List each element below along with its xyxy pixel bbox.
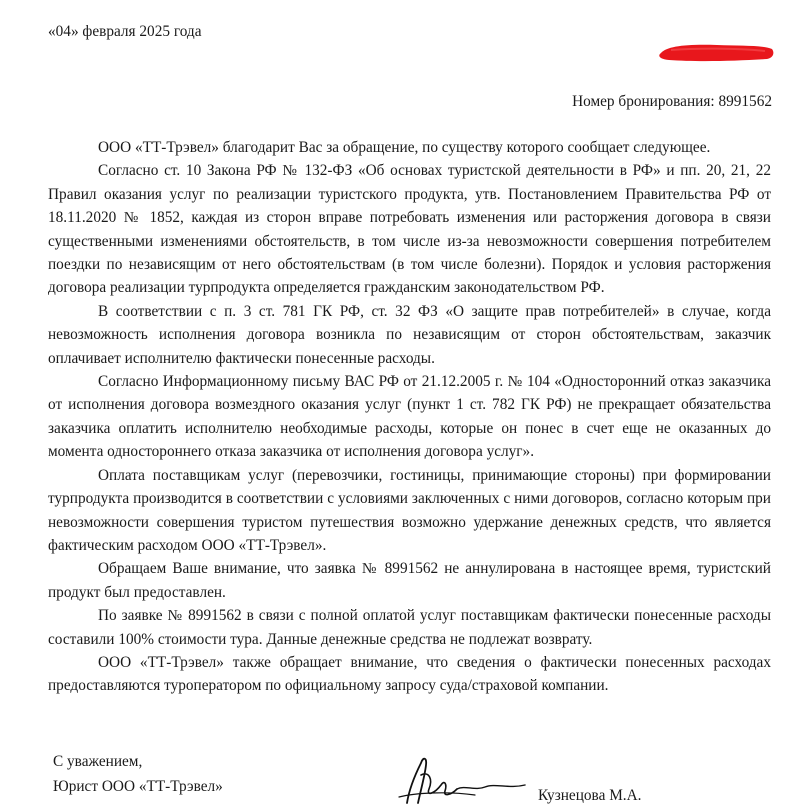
paragraph-2: Согласно ст. 10 Закона РФ № 132-ФЗ «Об основах туристской деятельности в РФ» и пп. 20, 21, 22 Правил оказания услуг по реализации туристского продукта, утв. Постановлением Правительства РФ от 18.11.2020 № 1852, каждая из сторон вправе потребовать изменения или расторжения договора в связи существенными изменениями обстоятельств, в том числе из-за невозможности совершения потребителем поездки по независящим от него обстоятельствам (в том числе болезни). Порядок и условия расторжения договора реализации турпродукта определяется гражданским законодательством РФ. [48,162,771,297]
redaction-mark [657,41,775,63]
signer-name: Кузнецова М.А. [538,787,642,804]
signoff-block [53,749,223,799]
paragraph-7: По заявке № 8991562 в связи с полной оплатой услуг поставщикам фактически понесенные расходы составили 100% стоимости тура. Данные денежные средства не подлежат возврату. [48,607,771,648]
booking-number: Номер бронирования: 8991562 [572,93,772,110]
paragraph-4: Согласно Информационному письму ВАС РФ от 21.12.2005 г. № 104 «Односторонний отказ заказчика от исполнения договора возмездного оказания услуг (пункт 1 ст. 782 ГК РФ) не прекращает обязательства заказчика оплатить исполнителю необходимые расходы, которые он понес в счет еще не оказанных до момента одностороннего отказа заказчика от исполнения договора услуг». [48,373,771,461]
signoff-regards: С уважением, [53,753,143,770]
paragraph-5: Оплата поставщикам услуг (перевозчики, гостиницы, принимающие стороны) при формировании турпродукта производится в соответствии с условиями заключенных с ними договоров, согласно которым при невозможности совершения туристом путешествия возможно удержание денежных средств, что является фактическим расходом ООО «ТТ-Трэвел». [48,466,771,554]
paragraph-3: В соответствии с п. 3 ст. 781 ГК РФ, ст. 32 ФЗ «О защите прав потребителей» в случае, когда невозможность исполнения договора возникла по независящим от сторон обстоятельствам, заказчик оплачивает исполнителю фактически понесенные расходы. [48,302,771,367]
letter-body [48,136,771,698]
paragraph-1: ООО «ТТ-Трэвел» благодарит Вас за обращение, по существу которого сообщает следующее. [98,139,711,156]
letter-date: «04» февраля 2025 года [48,23,202,40]
paragraph-6: Обращаем Ваше внимание, что заявка № 8991562 не аннулирована в настоящее время, туристский продукт был предоставлен. [48,560,771,601]
handwritten-signature [385,745,545,805]
signoff-position: Юрист ООО «ТТ-Трэвел» [53,778,223,795]
paragraph-8: ООО «ТТ-Трэвел» также обращает внимание, что сведения о фактически понесенных расходах предоставляются туроператором по официальному запросу суда/страховой компании. [48,653,771,695]
